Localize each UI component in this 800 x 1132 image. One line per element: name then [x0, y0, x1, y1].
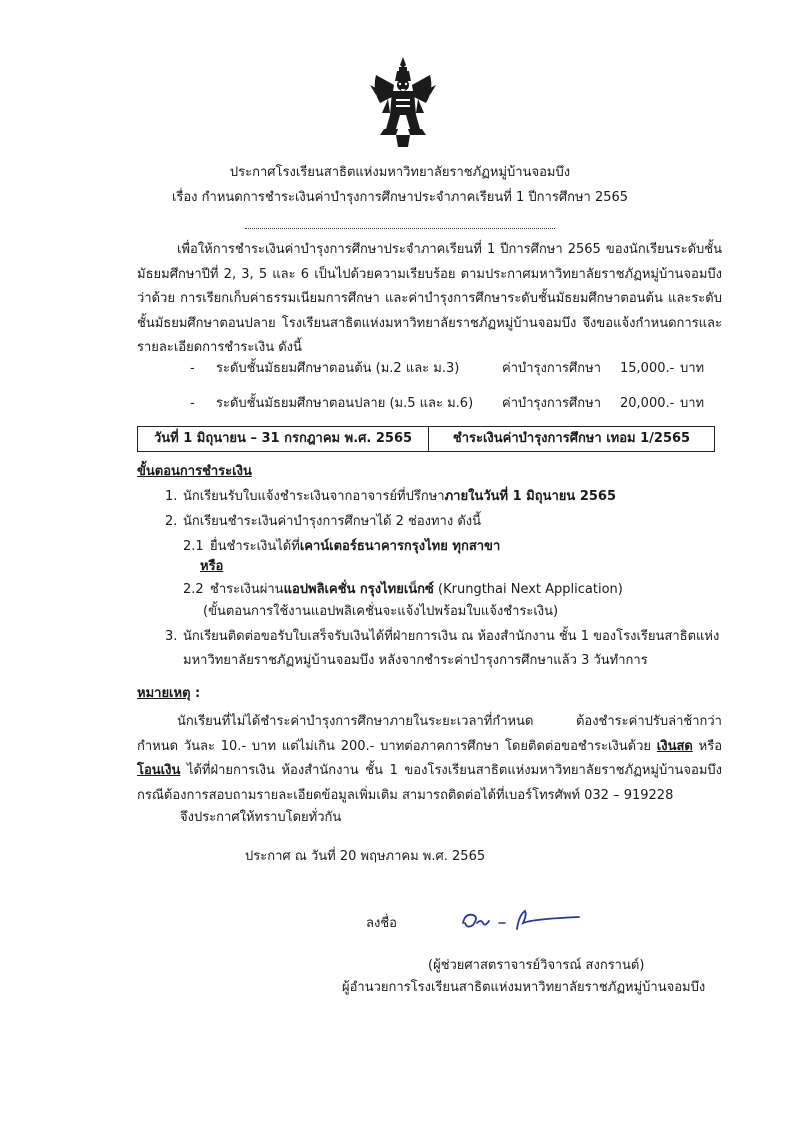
step-2-2-app: แอปพลิเคชั่น กรุงไทยเน็กซ์	[283, 582, 434, 597]
step-1-text: นักเรียนรับใบแจ้งชำระเงินจากอาจารย์ที่ปรึกษา	[183, 489, 445, 504]
announcement-closing: จึงประกาศให้ทราบโดยทั่วกัน	[180, 810, 342, 825]
steps-heading: ขั้นตอนการชำระเงิน	[137, 464, 252, 479]
announcement-date: ประกาศ ณ วันที่ 20 พฤษภาคม พ.ศ. 2565	[245, 849, 486, 864]
announcement-title: ประกาศโรงเรียนสาธิตแห่งมหาวิทยาลัยราชภัฏหมู่บ้านจอมบึง	[229, 165, 571, 180]
fee-level: ระดับชั้นมัธยมศึกษาตอนปลาย (ม.5 และ ม.6)	[216, 396, 474, 411]
fee-unit: บาท	[680, 361, 705, 376]
schedule-period: วันที่ 1 มิถุนายน – 31 กรกฎาคม พ.ศ. 2565	[153, 431, 413, 446]
fee-label: ค่าบำรุงการศึกษา	[502, 396, 602, 411]
signer-position: ผู้อำนวยการโรงเรียนสาธิตแห่งมหาวิทยาลัยราชภัฏหมู่บ้านจอมบึง	[342, 980, 706, 995]
fee-bullet: -	[190, 396, 195, 411]
garuda-emblem-icon	[370, 55, 436, 149]
remark-text-b: ได้ที่ฝ่ายการเงิน ห้องสำนักงาน ชั้น 1 ของโรงเรียนสาธิตแห่งมหาวิทยาลัยราชภัฏหมู่บ้านจอมบึง กรณีต้องการสอบถามรายละเอียดข้อมูลเพิ่มเติม สามารถติดต่อได้ที่เบอร์โทรศัพท์ 032 – 919228	[137, 763, 722, 803]
signature-icon	[455, 905, 585, 935]
remark-heading-colon: :	[190, 686, 201, 701]
schedule-description: ชำระเงินค่าบำรุงการศึกษา เทอม 1/2565	[452, 431, 691, 446]
divider	[245, 222, 555, 229]
signer-name: (ผู้ช่วยศาสตราจารย์วิจารณ์ สงกรานต์)	[428, 958, 645, 973]
step-3-line-1: นักเรียนติดต่อขอรับใบเสร็จรับเงินได้ที่ฝ่ายการเงิน ณ ห้องสำนักงาน ชั้น 1 ของโรงเรียนสาธิตแห่ง	[183, 629, 720, 644]
fee-amount: 15,000.-	[620, 361, 675, 376]
step-2-2-text: ชำระเงินผ่าน	[210, 582, 284, 597]
fee-level: ระดับชั้นมัธยมศึกษาตอนต้น (ม.2 และ ม.3)	[216, 361, 460, 376]
fee-amount: 20,000.-	[620, 396, 675, 411]
step-2-text: นักเรียนชำระเงินค่าบำรุงการศึกษาได้ 2 ช่องทาง ดังนี้	[183, 514, 481, 529]
or-label: หรือ	[200, 559, 224, 574]
step-2-1-bank: เคาน์เตอร์ธนาคารกรุงไทย ทุกสาขา	[299, 539, 501, 554]
remark-heading	[137, 684, 200, 704]
step-1-deadline: ภายในวันที่ 1 มิถุนายน 2565	[444, 489, 617, 504]
step-2-2-note: (ขั้นตอนการใช้งานแอปพลิเคชั่นจะแจ้งไปพร้อมใบแจ้งชำระเงิน)	[203, 604, 559, 619]
fee-row-lower-secondary	[190, 358, 720, 380]
remark-transfer: โอนเงิน	[137, 763, 181, 778]
step-2-2-app-en: (Krungthai Next Application)	[433, 582, 623, 597]
fee-unit: บาท	[680, 396, 705, 411]
fee-row-upper-secondary	[190, 393, 720, 415]
signature-label: ลงชื่อ	[366, 916, 397, 931]
announcement-subject: เรื่อง กำหนดการชำระเงินค่าบำรุงการศึกษาประจำภาคเรียนที่ 1 ปีการศึกษา 2565	[171, 190, 629, 205]
step-2-number: 2.	[165, 514, 178, 529]
step-2-1-text: ยื่นชำระเงินได้ที่	[210, 539, 300, 554]
fee-bullet: -	[190, 361, 195, 376]
fee-label: ค่าบำรุงการศึกษา	[502, 361, 602, 376]
step-1-number: 1.	[165, 489, 178, 504]
intro-paragraph: เพื่อให้การชำระเงินค่าบำรุงการศึกษาประจำภาคเรียนที่ 1 ปีการศึกษา 2565 ของนักเรียนระดับชั้นมัธยมศึกษาปีที่ 2, 3, 5 และ 6 เป็นไปด้วยความเรียบร้อย ตามประกาศมหาวิทยาลัยราชภัฏหมู่บ้านจอมบึง ว่าด้วย การเรียกเก็บค่าธรรมเนียมการศึกษา และค่าบำรุงการศึกษาระดับชั้นมัธยมศึกษาตอนต้น และระดับชั้นมัธยมศึกษาตอนปลาย โรงเรียนสาธิตแห่งมหาวิทยาลัยราชภัฏหมู่บ้านจอมบึง จึงขอแจ้งกำหนดการและรายละเอียดการชำระเงิน ดังนี้	[137, 242, 722, 355]
remark-paragraph	[137, 710, 722, 808]
step-2-1-number: 2.1	[183, 539, 204, 554]
remark-cash: เงินสด	[656, 738, 693, 754]
remark-or: หรือ	[692, 738, 723, 754]
remark-text-a: นักเรียนที่ไม่ได้ชำระค่าบำรุงการศึกษาภายในระยะเวลาที่กำหนด ต้องชำระค่าปรับล่าช้ากว่ากำหนด วันละ 10.- บาท แต่ไม่เกิน 200.- บาทต่อภาคการศึกษา โดยติดต่อขอชำระเงินด้วย	[137, 714, 722, 754]
step-3-number: 3.	[165, 629, 178, 644]
step-2-2	[210, 580, 623, 600]
step-2-2-number: 2.2	[183, 582, 204, 597]
step-2-1	[210, 537, 500, 557]
schedule-box	[137, 426, 715, 452]
remark-heading-text: หมายเหตุ	[137, 686, 191, 701]
step-3-line-2: มหาวิทยาลัยราชภัฏหมู่บ้านจอมบึง หลังจากชำระค่าบำรุงการศึกษาแล้ว 3 วันทำการ	[183, 653, 648, 668]
step-1	[183, 487, 616, 507]
